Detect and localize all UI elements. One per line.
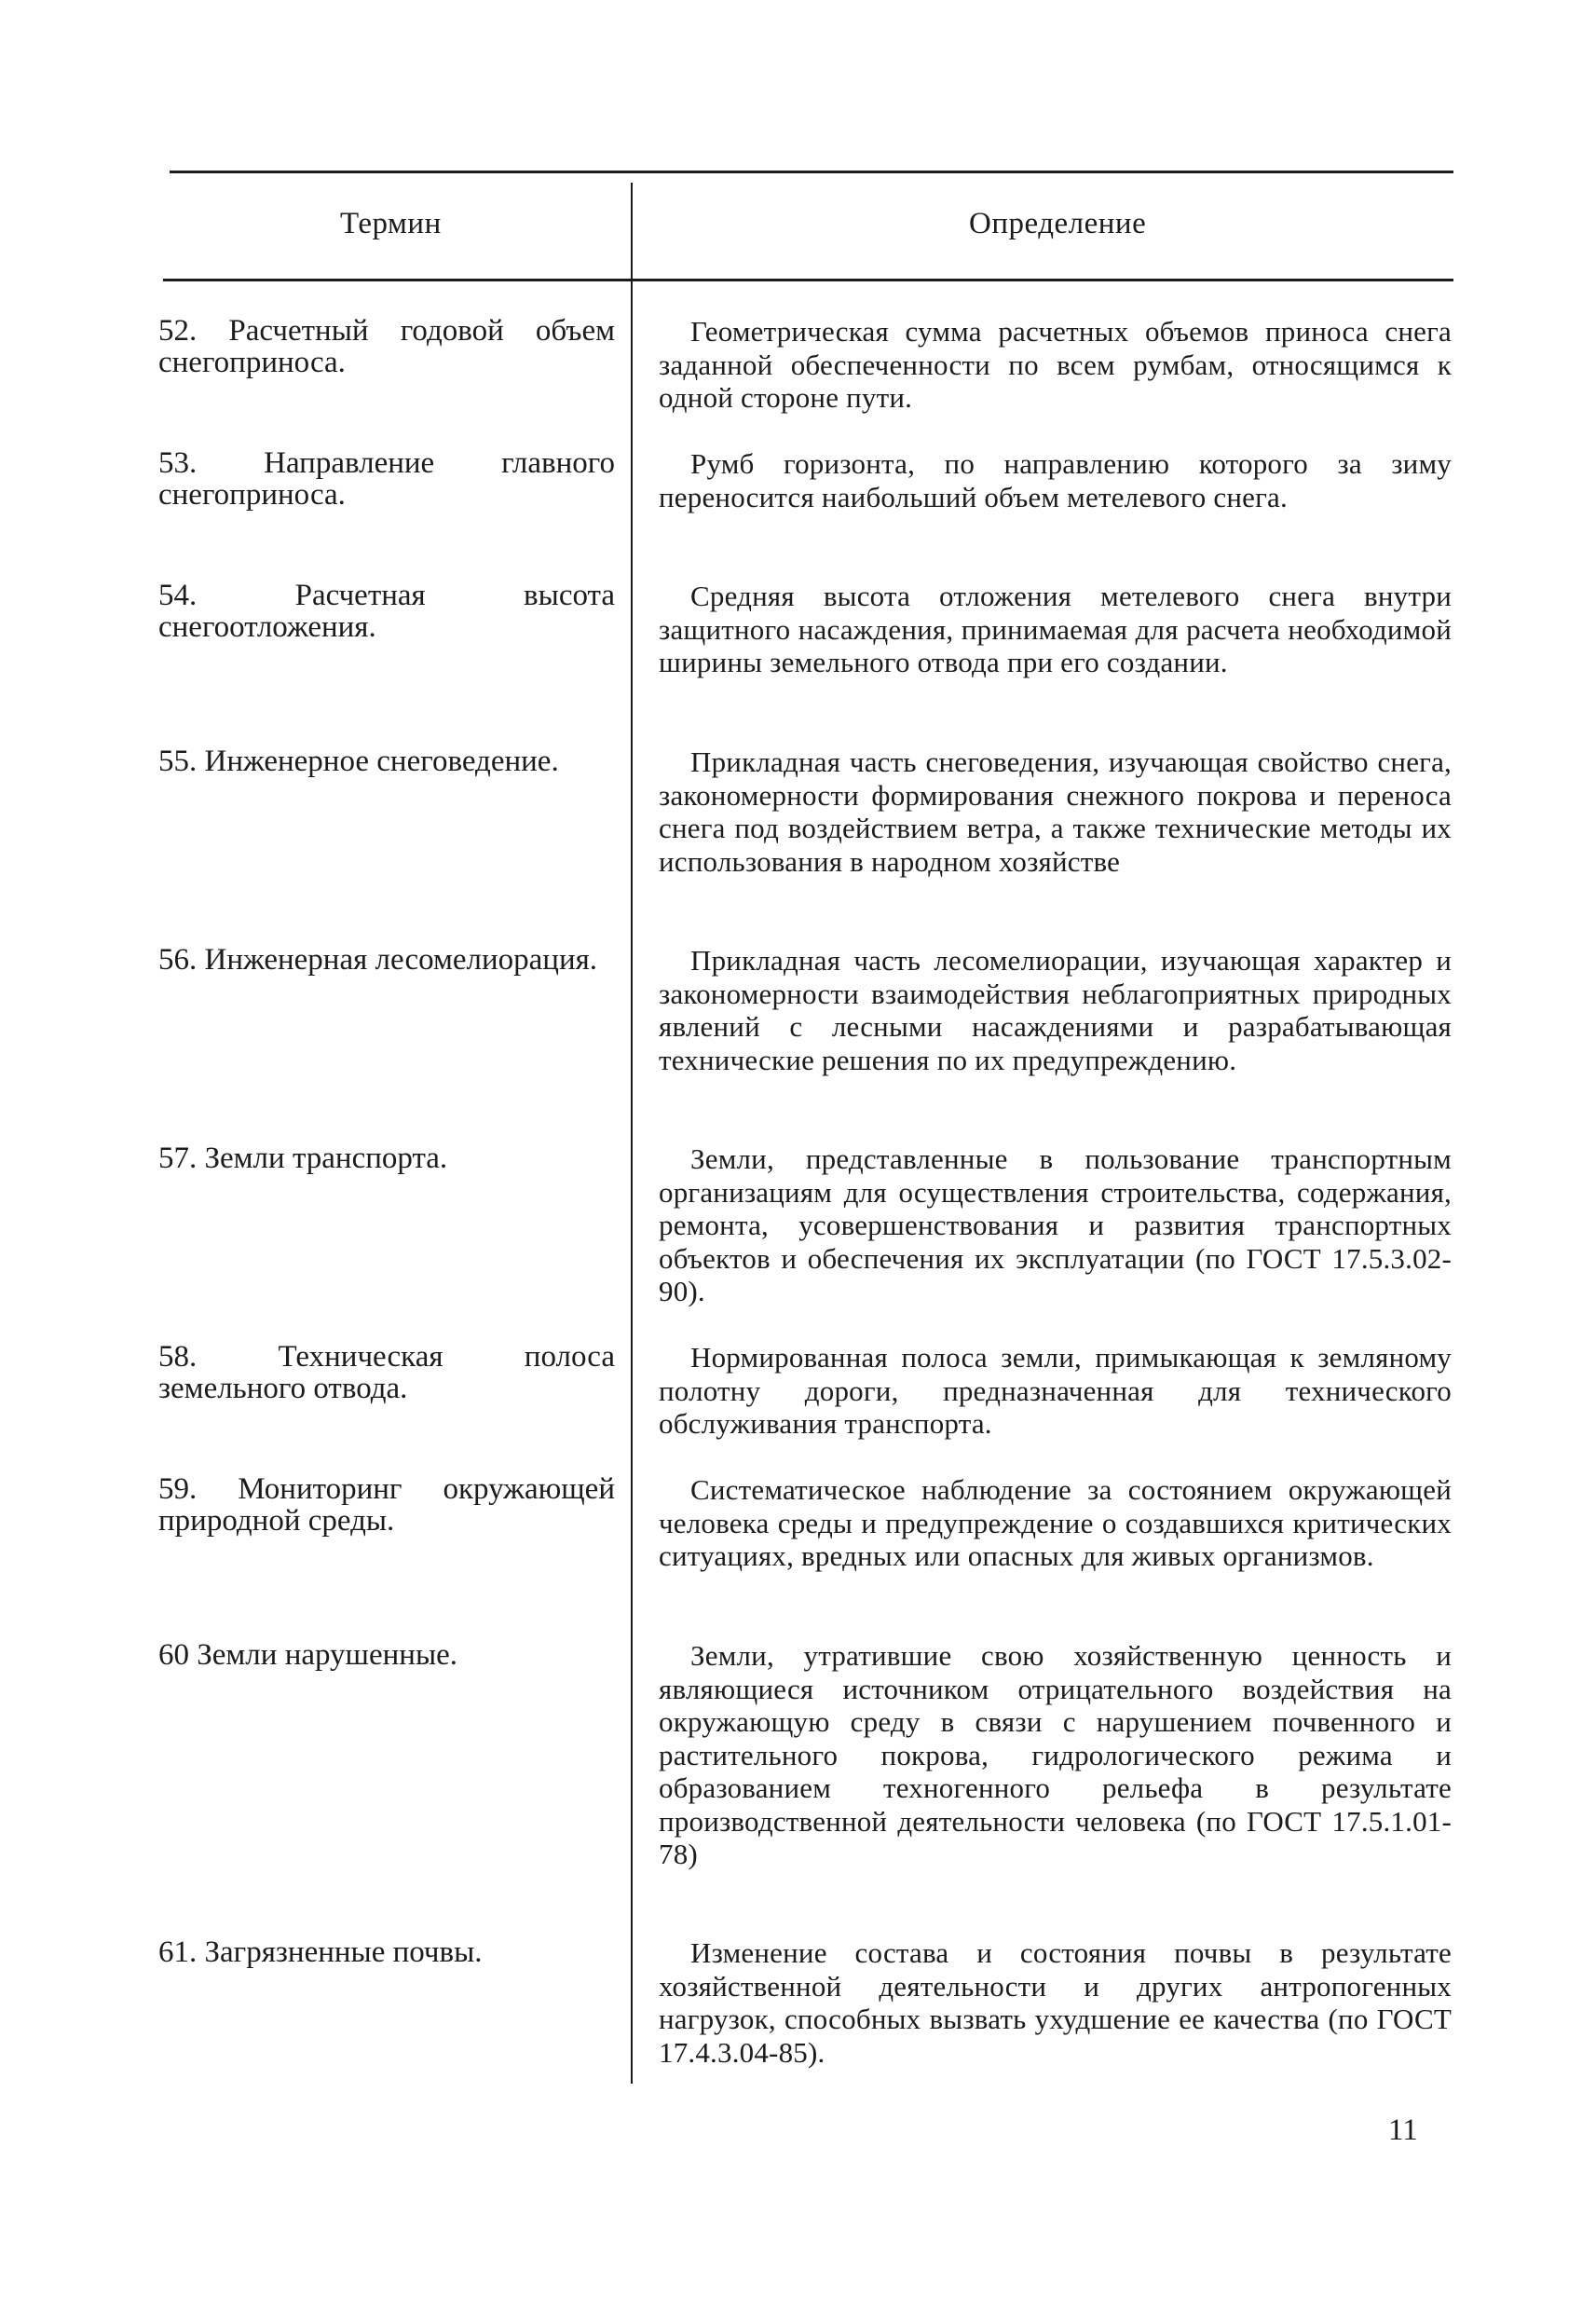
definition-cell: Геометрическая сумма расчетных объемов приноса снега заданной обеспеченности по всем румбам, относящимся к одной стороне пути. <box>659 315 1452 414</box>
definition-cell: Земли, утратившие свою хозяйственную ценность и являющиеся источником отрицательного воздействия на окружающую среду в связи с нарушением почвенного и растительного покрова, гидрологического режима и образованием техногенного рельефа в результате производственной деятельности человека (по ГОСТ 17.5.1.01-78) <box>659 1639 1452 1870</box>
table-top-rule <box>170 171 1453 173</box>
header-term: Термин <box>340 207 442 240</box>
definition-cell: Систематическое наблюдение за состоянием окружающей человека среды и предупреждение о создавшихся критических ситуациях, вредных или опасных для живых организмов. <box>659 1473 1452 1572</box>
term-cell: 52. Расчетный годовой объем снегоприноса. <box>158 314 615 379</box>
header-definition: Определение <box>969 207 1147 240</box>
definition-cell: Изменение состава и состояния почвы в результате хозяйственной деятельности и других антропогенных нагрузок, способных вызвать ухудшение ее качества (по ГОСТ 17.4.3.04-85). <box>659 1936 1452 2069</box>
definition-cell: Румб горизонта, по направлению которого за зиму переносится наибольший объем метелевого снега. <box>659 447 1452 513</box>
term-cell: 55. Инженерное снеговедение. <box>158 745 559 778</box>
term-cell: 56. Инженерная лесомелиорация. <box>158 943 598 977</box>
term-cell: 53. Направление главного снегоприноса. <box>158 446 615 512</box>
term-cell: 58. Техническая полоса земельного отвода. <box>158 1340 615 1405</box>
term-cell: 59. Мониторинг окружающей природной среды. <box>158 1472 615 1538</box>
definition-cell: Нормированная полоса земли, примыкающая к земляному полотну дороги, предназначенная для технического обслуживания транспорта. <box>659 1341 1452 1440</box>
definition-cell: Прикладная часть снеговедения, изучающая свойство снега, закономерности формирования снежного покрова и переноса снега под воздействием ветра, а также технические методы их использования в народном хозяйстве <box>659 745 1452 878</box>
term-cell: 60 Земли нарушенные. <box>158 1638 458 1672</box>
column-divider <box>631 183 633 2084</box>
term-cell: 54. Расчетная высота снегоотложения. <box>158 579 615 644</box>
term-cell: 61. Загрязненные почвы. <box>158 1935 483 1969</box>
term-cell: 57. Земли транспорта. <box>158 1142 448 1175</box>
table-header-rule <box>163 279 1453 281</box>
definition-cell: Земли, представленные в пользование транспортным организациям для осуществления строительства, содержания, ремонта, усовершенствования и развития транспортных объектов и обеспечения их эксплуатации (по ГОСТ 17.5.3.02-90). <box>659 1142 1452 1307</box>
page-number: 11 <box>1388 2113 1418 2147</box>
definition-cell: Средняя высота отложения метелевого снега внутри защитного насаждения, принимаемая для расчета необходимой ширины земельного отвода при его создании. <box>659 580 1452 678</box>
definition-cell: Прикладная часть лесомелиорации, изучающая характер и закономерности взаимодействия неблагоприятных природных явлений с лесными насаждениями и разрабатывающая технические решения по их предупреждению. <box>659 944 1452 1076</box>
